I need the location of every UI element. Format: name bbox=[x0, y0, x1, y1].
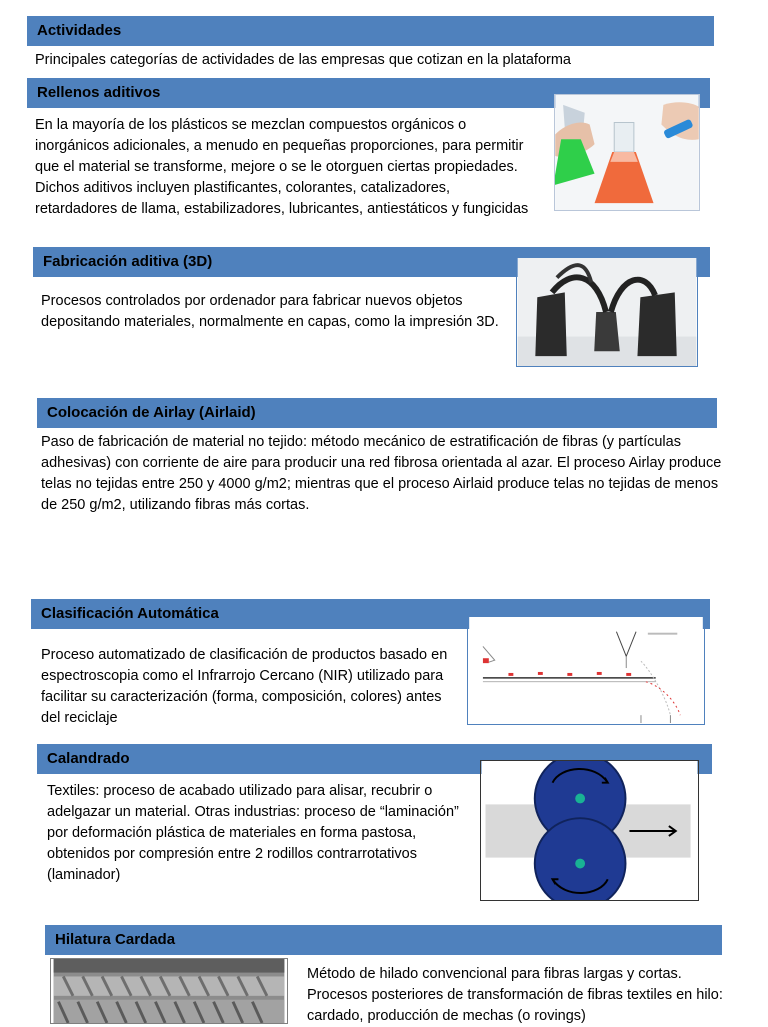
section-body-fabricacion-aditiva: Procesos controlados por ordenador para fabricar nuevos objetos depositando materiales, normalmente en capas, como la impresión 3D. bbox=[41, 293, 499, 330]
section-title-clasificacion-automatica: Clasificación Automática bbox=[31, 599, 710, 629]
section-body-clasificacion-automatica: Proceso automatizado de clasificación de productos basado en espectroscopia como el Infrarrojo Cercano (NIR) utilizado para facilitar su caracterización (forma, composición, colores) antes del reciclaje bbox=[41, 647, 448, 726]
section-title-fabricacion-aditiva: Fabricación aditiva (3D) bbox=[33, 247, 710, 277]
section-body-calandrado: Textiles: proceso de acabado utilizado para alisar, recubrir o adelgazar un material. Otras industrias: proceso de “laminación” por deformación plástica de materiales en forma pastosa, obtenidos por compresión entre 2 rodillos contrarrotativos (laminador) bbox=[47, 783, 459, 883]
carding-machine-image bbox=[50, 958, 288, 1024]
section-title-airlay: Colocación de Airlay (Airlaid) bbox=[37, 398, 717, 428]
section-body-rellenos-aditivos: En la mayoría de los plásticos se mezclan compuestos orgánicos o inorgánicos adicionales, a menudo en pequeñas proporciones, para permitir que el material se transforme, mejore o se le otorguen ciertas propiedades. Dichos aditivos incluyen plastificantes, colorantes, catalizadores, retardadores de llama, estabilizadores, lubricantes, antiestáticos y fungicidas bbox=[35, 117, 529, 217]
section-title-hilatura-cardada: Hilatura Cardada bbox=[45, 925, 722, 955]
actividades-header: Actividades bbox=[27, 16, 714, 46]
sorting-diagram-image bbox=[467, 616, 705, 725]
section-body-hilatura-cardada: Método de hilado convencional para fibras largas y cortas. Procesos posteriores de transformación de fibras textiles en hilo: cardado, producción de mechas (o rovings) bbox=[307, 966, 723, 1024]
section-body-airlay: Paso de fabricación de material no tejido: método mecánico de estratificación de fibras (y partículas adhesivas) con corriente de aire para producir una red fibrosa orientada al azar. El proceso Airlay produce telas no tejidas entre 250 y 4000 g/m2; mientras que el proceso Airlaid produce telas no tejidas de menos de 250 g/m2, utilizando fibras más cortas. bbox=[41, 434, 722, 513]
section-title-rellenos-aditivos: Rellenos aditivos bbox=[27, 78, 710, 108]
laboratory-flask-image bbox=[554, 94, 700, 211]
3d-printing-robots-image bbox=[516, 257, 698, 367]
actividades-subtitle: Principales categorías de actividades de las empresas que cotizan en la plataforma bbox=[35, 52, 571, 68]
section-title-calandrado: Calandrado bbox=[37, 744, 712, 774]
calender-rollers-diagram bbox=[480, 760, 699, 901]
